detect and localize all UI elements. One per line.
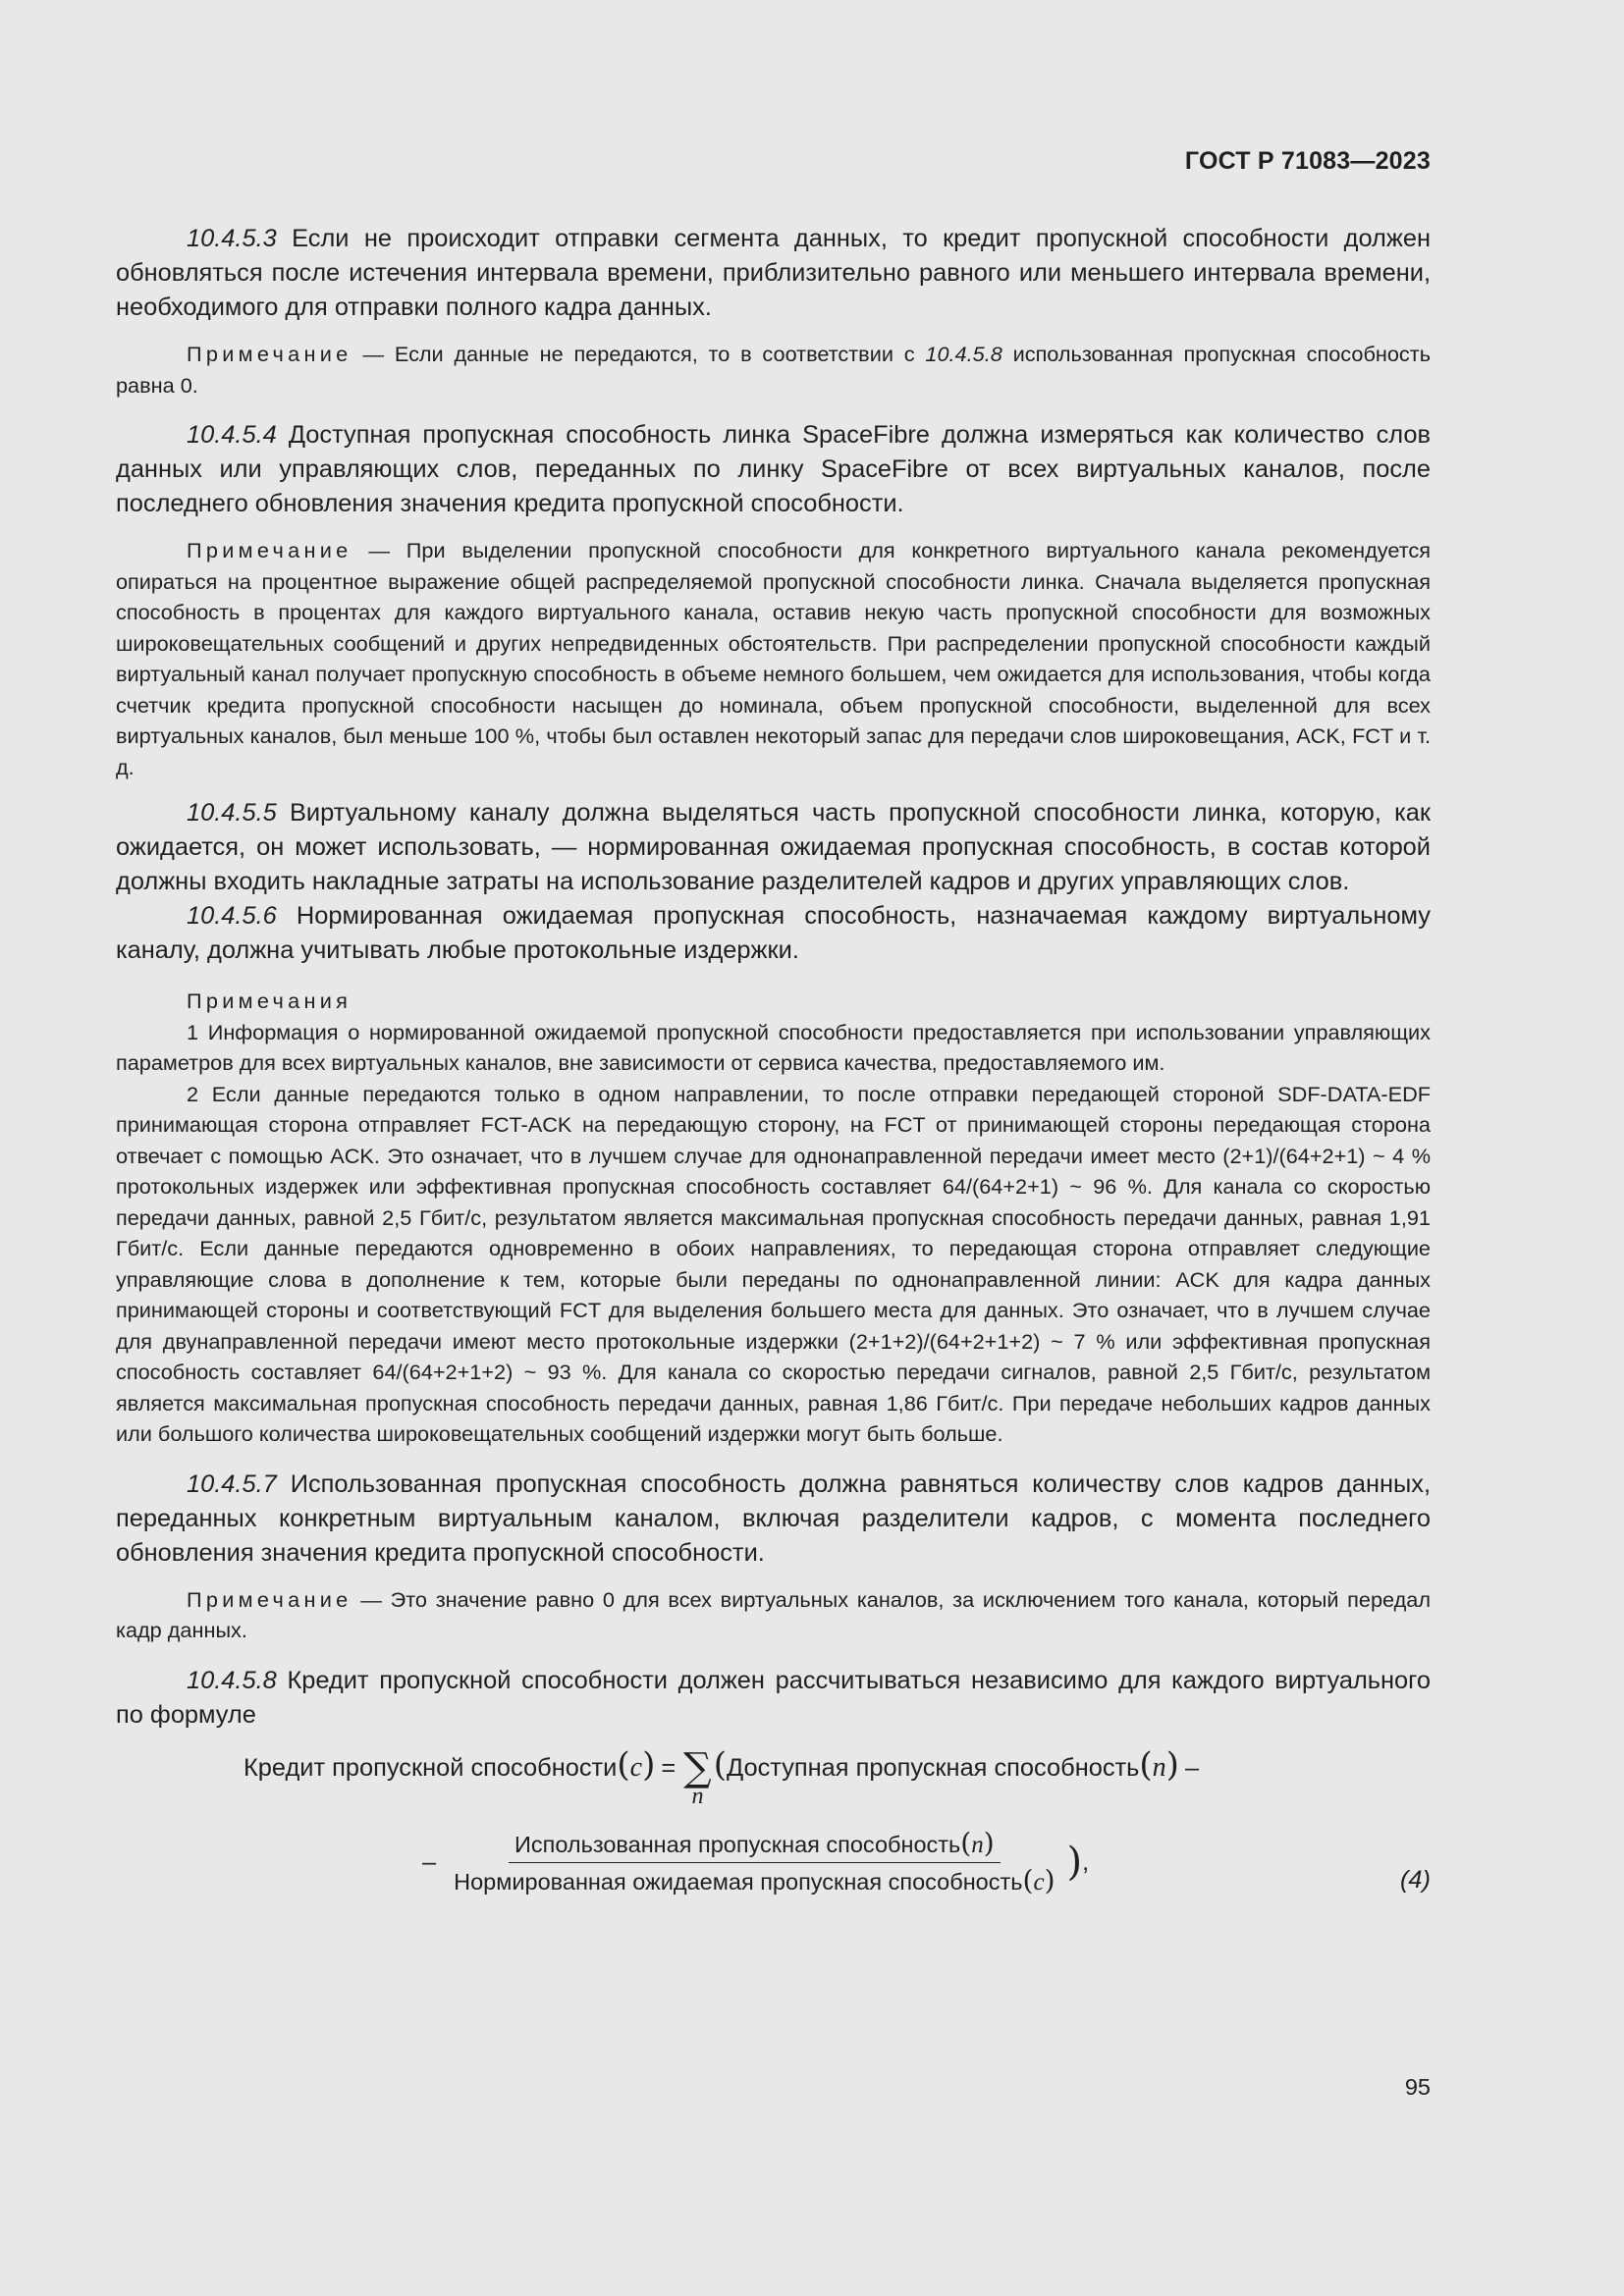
formula-4 (116, 1744, 1431, 1917)
notes-label: Примечания (187, 988, 352, 1013)
clause-text: Кредит пропускной способности должен рассчитываться независимо для каждого виртуального по формуле (116, 1666, 1431, 1729)
page-number: 95 (1404, 2074, 1431, 2100)
paren-close: ) (1044, 1863, 1056, 1896)
formula-equals: = (661, 1753, 677, 1782)
paren-open: ( (1139, 1744, 1153, 1785)
clause-text: Если не происходит отправки сегмента данных, то кредит пропускной способности должен обновляться после истечения интервала времени, приблизительно равного или меньшего интервала времени, необходимого для отправки полного кадра данных. (116, 225, 1431, 321)
clause-number: 10.4.5.5 (187, 799, 277, 827)
note-label: Примечание (187, 538, 352, 562)
formula-line-2 (422, 1826, 1090, 1896)
note-reference: 10.4.5.8 (925, 342, 1002, 366)
numerator-var-n: n (971, 1831, 984, 1858)
page-content (116, 222, 1431, 1917)
paren-open-outer: ( (713, 1744, 727, 1785)
paren-close-outer: ) (1066, 1840, 1083, 1885)
clause-10-4-5-3 (116, 222, 1431, 325)
summation (683, 1744, 712, 1809)
clause-10-4-5-8 (116, 1664, 1431, 1733)
note-1: 1 Информация о нормированной ожидаемой пропускной способности предоставляется при использовании управляющих параметров для всех виртуальных каналов, вне зависимости от сервиса качества, предоставляемого им. (116, 1019, 1431, 1075)
note-10-4-5-7 (116, 1584, 1431, 1646)
note-10-4-5-4 (116, 535, 1431, 782)
formula-trailing-comma: , (1082, 1847, 1090, 1876)
paren-close: ) (983, 1826, 995, 1859)
formula-var-c: c (629, 1751, 643, 1783)
clause-number: 10.4.5.3 (187, 225, 277, 252)
clause-number: 10.4.5.4 (187, 421, 277, 449)
note-text: — Это значение равно 0 для всех виртуальных каналов, за исключением того канала, который передал кадр данных. (116, 1586, 1431, 1642)
fraction-numerator (509, 1826, 1001, 1863)
clause-text: Нормированная ожидаемая пропускная способность, назначаемая каждому виртуальному каналу, должна учитывать любые протокольные издержки. (116, 902, 1431, 964)
note-label: Примечание (187, 342, 352, 366)
clause-text: Использованная пропускная способность должна равняться количеству слов кадров данных, переданных конкретным виртуальным каналом, включая разделители кадров, с момента последнего обновления значения кредита пропускной способности. (116, 1469, 1431, 1567)
clause-number: 10.4.5.8 (187, 1666, 277, 1694)
document-header: ГОСТ Р 71083—2023 (1184, 147, 1431, 175)
formula-fraction (448, 1826, 1060, 1896)
denominator-text: Нормированная ожидаемая пропускная способность (454, 1868, 1023, 1895)
note-text: — При выделении пропускной способности для конкретного виртуального канала рекомендуется опираться на процентное выражение общей распределяемой пропускной способности линка. Сначала выделяется пропускная способность в процентах для каждого виртуального канала, оставив некую часть пропускной способности для возможных широковещательных сообщений и других непредвиденных обстоятельств. При распределении пропускной способности каждый виртуальный канал получает пропускную способность в объеме немного большем, чем ожидается для использования, чтобы когда счетчик кредита пропускной способности насыщен до номинала, объем пропускной способности, выделенной для всех виртуальных каналов, был меньше 100 %, чтобы был оставлен некоторый запас для передачи слов широковещания, ACK, FCT и т. д. (116, 538, 1431, 779)
paren-open: ( (1022, 1863, 1034, 1896)
note-label: Примечание (187, 1586, 352, 1612)
fraction-denominator (448, 1863, 1060, 1896)
paren-close: ) (1165, 1744, 1179, 1785)
note-text-part2: использованная пропускная способность равна 0. (116, 342, 1431, 398)
denominator-var-c: c (1033, 1868, 1045, 1896)
clause-text: Виртуальному каналу должна выделяться часть пропускной способности линка, которую, как ожидается, он может использовать, — нормированная ожидаемая пропускная способность, в состав которой должны входить накладные затраты на использование разделителей кадров и других управляющих слов. (116, 799, 1431, 895)
notes-heading (116, 986, 1431, 1017)
formula-lhs: Кредит пропускной способности (244, 1753, 618, 1782)
note-10-4-5-3 (116, 339, 1431, 400)
paren-open: ( (617, 1744, 630, 1785)
sum-sign: ∑ (683, 1744, 712, 1790)
clause-10-4-5-6 (116, 899, 1431, 968)
clause-number: 10.4.5.7 (187, 1469, 277, 1498)
note-text-part1: — Если данные не передаются, то в соответствии с (352, 342, 926, 366)
formula-term1: Доступная пропускная способность (726, 1753, 1140, 1782)
clause-10-4-5-5 (116, 796, 1431, 899)
equation-number: (4) (1399, 1865, 1431, 1894)
formula-line-1 (244, 1744, 1200, 1809)
paren-close: ) (642, 1744, 656, 1785)
paren-open: ( (960, 1826, 972, 1859)
clause-number: 10.4.5.6 (187, 902, 277, 930)
sum-index: n (691, 1783, 704, 1809)
clause-text: Доступная пропускная способность линка SpaceFibre должна измеряться как количество слов данных или управляющих слов, переданных по линку SpaceFibre от всех виртуальных каналов, после последнего обновления значения кредита пропускной способности. (116, 421, 1431, 517)
formula-minus: – (1184, 1753, 1200, 1782)
formula-var-n: n (1152, 1751, 1166, 1783)
clause-10-4-5-7 (116, 1468, 1431, 1571)
clause-10-4-5-4 (116, 418, 1431, 521)
formula-minus-leading: – (422, 1847, 437, 1876)
note-2: 2 Если данные передаются только в одном направлении, то после отправки передающей стороной SDF-DATA-EDF принимающая сторона отправляет FCT-ACK на передающую сторону, на FCT от принимающей стороны передающая сторона отвечает с помощью ACK. Это означает, что в лучшем случае для однонаправленной передачи имеет место (2+1)/(64+2+1) ~ 4 % протокольных издержек или эффективная пропускная способность составляет 64/(64+2+1) ~ 96 %. Для канала со скоростью передачи данных, равной 2,5 Гбит/с, результатом является максимальная пропускная способность передачи данных, равная 1,91 Гбит/с. Если данные передаются одновременно в обоих направлениях, то передающая сторона отправляет следующие управляющие слова в дополнение к тем, которые были переданы по однонаправленной линии: ACK для кадра данных принимающей стороны и соответствующий FCT для выделения большего места для данных. Это означает, что в лучшем случае для двунаправленной передачи имеют место протокольные издержки (2+1+2)/(64+2+1+2) ~ 7 % или эффективная пропускная способность составляет 64/(64+2+1+2) ~ 93 %. Для канала со скоростью передачи сигналов, равной 2,5 Гбит/с, результатом является максимальная пропускная способность передачи данных, равная 1,86 Гбит/с. При передаче небольших кадров данных или большого количества широковещательных сообщений издержки могут быть больше. (116, 1081, 1431, 1446)
numerator-text: Использованная пропускная способность (514, 1831, 961, 1857)
